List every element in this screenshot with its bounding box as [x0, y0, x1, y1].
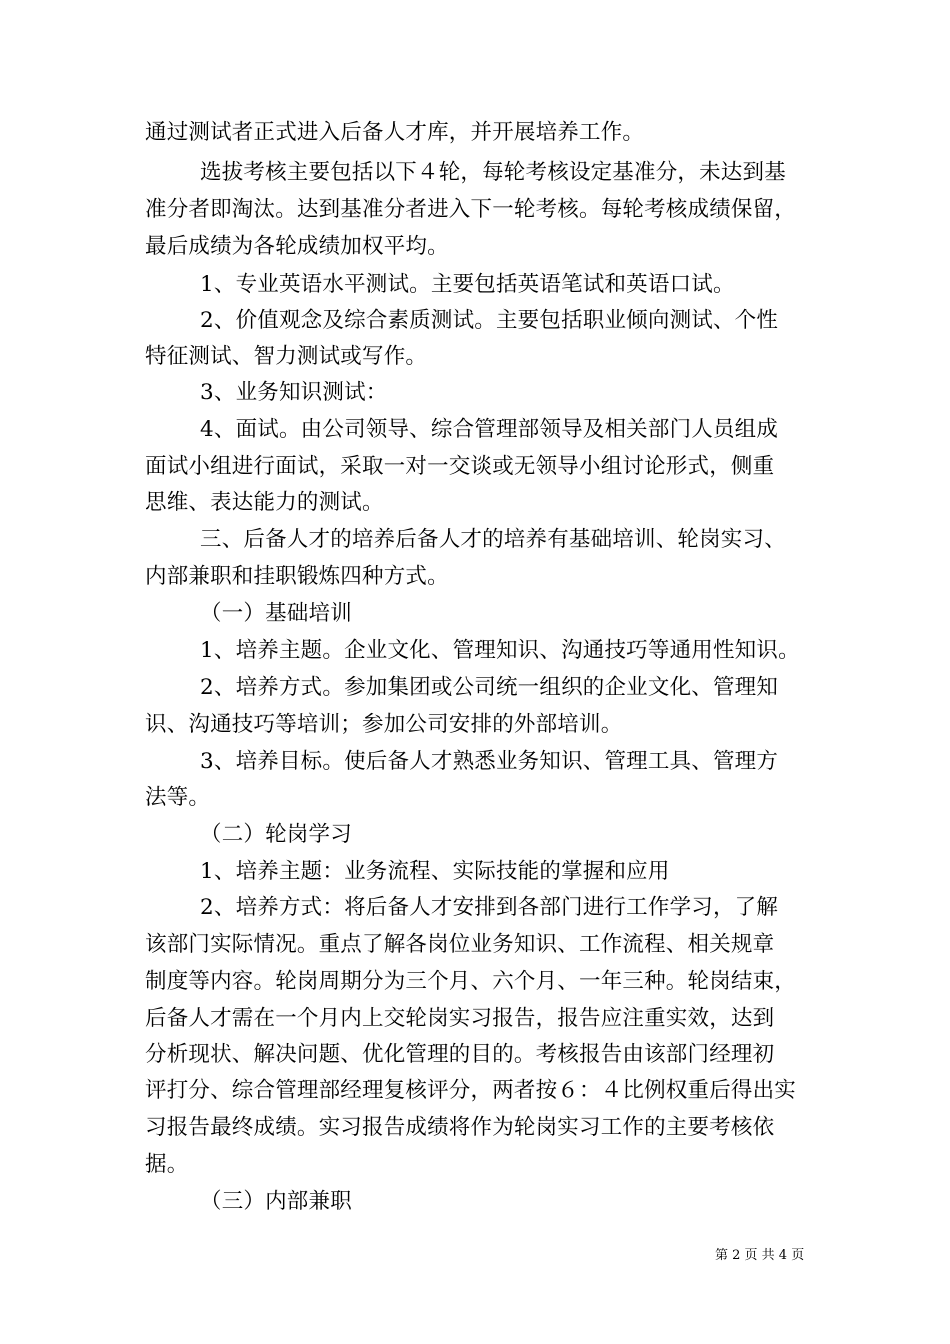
- text-line: 三、后备人才的培养后备人才的培养有基础培训、轮岗实习、: [200, 527, 786, 552]
- text-line: 1、培养主题。企业文化、管理知识、沟通技巧等通用性知识。: [200, 638, 800, 663]
- text-line: 识、沟通技巧等培训；参加公司安排的外部培训。: [145, 712, 623, 737]
- text-line: 评打分、综合管理部经理复核评分，两者按６：４比例权重后得出实: [145, 1078, 797, 1103]
- section-heading: （一）基础培训: [200, 601, 352, 626]
- text-line: 3、业务知识测试：: [200, 380, 388, 405]
- text-line: 分析现状、解决问题、优化管理的目的。考核报告由该部门经理初: [145, 1042, 775, 1067]
- text-line: 2、价值观念及综合素质测试。主要包括职业倾向测试、个性: [200, 308, 779, 333]
- text-line: 思维、表达能力的测试。: [145, 490, 384, 515]
- text-line: 1、专业英语水平测试。主要包括英语笔试和英语口试。: [200, 272, 735, 297]
- text-line: 2、培养方式：将后备人才安排到各部门进行工作学习，了解: [200, 895, 779, 920]
- text-line: 后备人才需在一个月内上交轮岗实习报告，报告应注重实效，达到: [145, 1006, 775, 1031]
- text-line: 法等。: [145, 785, 211, 810]
- text-line: 习报告最终成绩。实习报告成绩将作为轮岗实习工作的主要考核依: [145, 1115, 775, 1140]
- text-line: 3、培养目标。使后备人才熟悉业务知识、管理工具、管理方: [200, 749, 779, 774]
- section-heading: （二）轮岗学习: [200, 822, 352, 847]
- text-line: 通过测试者正式进入后备人才库，并开展培养工作。: [145, 120, 645, 145]
- text-line: 2、培养方式。参加集团或公司统一组织的企业文化、管理知: [200, 675, 779, 700]
- text-line: 选拔考核主要包括以下４轮，每轮考核设定基准分，未达到基: [200, 160, 786, 185]
- text-line: 最后成绩为各轮成绩加权平均。: [145, 234, 449, 259]
- text-line: 据。: [145, 1152, 189, 1177]
- text-line: 面试小组进行面试，采取一对一交谈或无领导小组讨论形式，侧重: [145, 454, 775, 479]
- section-heading: （三）内部兼职: [200, 1189, 352, 1214]
- page-number-footer: 第 2 页 共 4 页: [715, 1248, 805, 1263]
- text-line: 4、面试。由公司领导、综合管理部领导及相关部门人员组成: [200, 417, 779, 442]
- text-line: 该部门实际情况。重点了解各岗位业务知识、工作流程、相关规章: [145, 932, 775, 957]
- text-line: 准分者即淘汰。达到基准分者进入下一轮考核。每轮考核成绩保留，: [145, 197, 797, 222]
- text-line: 制度等内容。轮岗周期分为三个月、六个月、一年三种。轮岗结束，: [145, 969, 797, 994]
- text-line: 内部兼职和挂职锻炼四种方式。: [145, 564, 449, 589]
- text-line: 特征测试、智力测试或写作。: [145, 344, 428, 369]
- text-line: 1、培养主题：业务流程、实际技能的掌握和应用: [200, 859, 670, 884]
